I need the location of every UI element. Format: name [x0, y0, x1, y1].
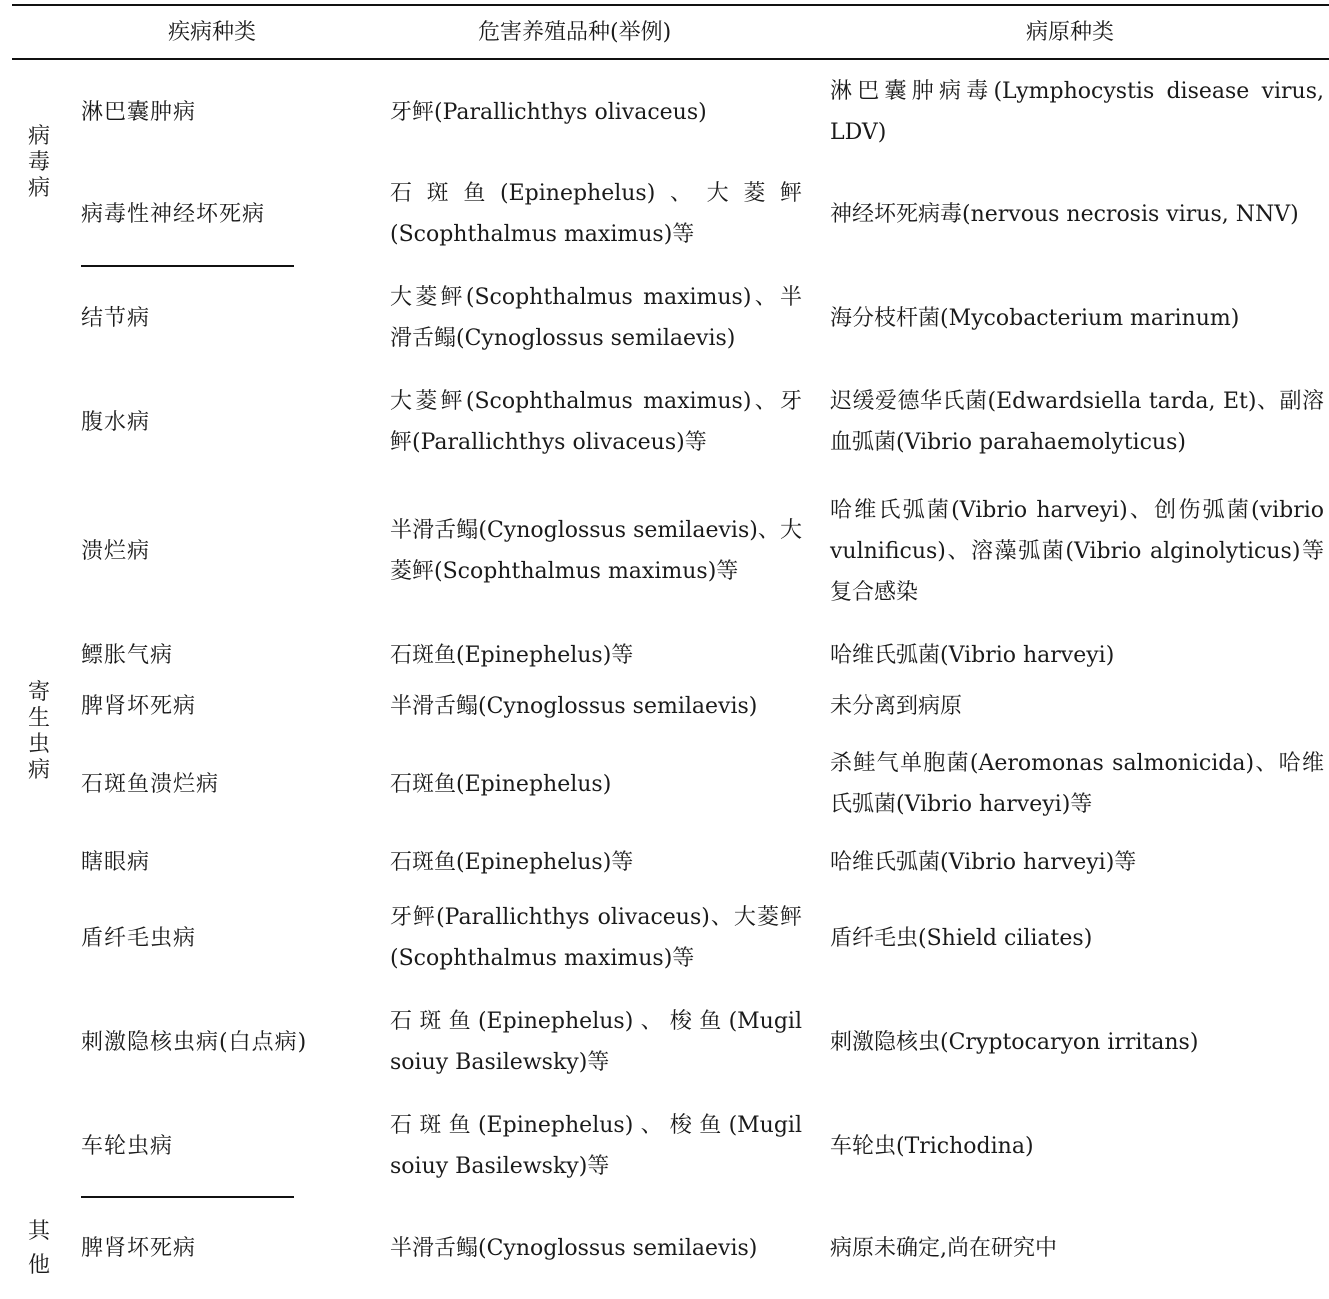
host-species: 石斑鱼(Epinephelus)、梭鱼(Mugil soiuy Basilewsky)等	[390, 1113, 802, 1179]
host-species: 半滑舌鳎(Cynoglossus semilaevis)、大菱鲆(Scophthalmus maximus)等	[390, 518, 802, 584]
pathogen: 淋巴囊肿病毒(Lymphocystis disease virus, LDV)	[830, 79, 1324, 145]
disease-name: 溃烂病	[81, 538, 151, 564]
disease-name: 脾肾坏死病	[81, 1236, 197, 1261]
pathogen: 哈维氏弧菌(Vibrio harveyi)	[830, 642, 1115, 668]
table-row	[0, 886, 1329, 990]
pathogen: 杀鲑气单胞菌(Aeromonas salmonicida)、哈维氏弧菌(Vibrio harveyi)等	[830, 751, 1324, 817]
pathogen: 盾纤毛虫(Shield ciliates)	[830, 925, 1093, 951]
disease-name: 腹水病	[81, 409, 151, 435]
table-row	[0, 730, 1329, 838]
table-row	[0, 1094, 1329, 1198]
disease-name: 淋巴囊肿病	[81, 99, 197, 125]
pathogen: 未分离到病原	[830, 693, 963, 719]
host-species: 石斑鱼(Epinephelus)、梭鱼(Mugil soiuy Basilewsky)等	[390, 1009, 802, 1075]
group-label-other: 其他	[27, 1219, 50, 1278]
top-rule	[12, 4, 1329, 6]
table-row	[0, 162, 1329, 266]
pathogen: 神经坏死病毒(nervous necrosis virus, NNV)	[830, 201, 1299, 227]
host-species: 石斑鱼(Epinephelus)、大菱鲆(Scophthalmus maximus)等	[390, 181, 802, 247]
disease-name: 车轮虫病	[81, 1133, 174, 1159]
host-species: 石斑鱼(Epinephelus)等	[390, 849, 634, 875]
pathogen: 海分枝杆菌(Mycobacterium marinum)	[830, 305, 1240, 331]
header-host: 危害养殖品种(举例)	[478, 20, 672, 45]
pathogen: 哈维氏弧菌(Vibrio harveyi)、创伤弧菌(vibrio vulnificus)、溶藻弧菌(Vibrio alginolyticus)等复合感染	[830, 497, 1324, 605]
host-species: 半滑舌鳎(Cynoglossus semilaevis)	[390, 693, 758, 719]
pathogen: 刺激隐核虫(Cryptocaryon irritans)	[830, 1029, 1199, 1055]
disease-name: 结节病	[81, 305, 151, 331]
host-species: 牙鲆(Parallichthys olivaceus)	[390, 99, 707, 125]
disease-name: 盾纤毛虫病	[81, 925, 197, 951]
host-species: 半滑舌鳎(Cynoglossus semilaevis)	[390, 1236, 758, 1261]
disease-name: 瞎眼病	[81, 849, 151, 875]
disease-name: 脾肾坏死病	[81, 693, 197, 719]
group-label-parasitic: 寄生虫病	[27, 680, 50, 783]
pathogen: 迟缓爱德华氏菌(Edwardsiella tarda, Et)、副溶血弧菌(Vibrio parahaemolyticus)	[830, 389, 1324, 455]
host-species: 石斑鱼(Epinephelus)等	[390, 642, 634, 668]
table-row	[0, 682, 1329, 730]
host-species: 石斑鱼(Epinephelus)	[390, 771, 612, 797]
disease-name: 石斑鱼溃烂病	[81, 771, 220, 797]
disease-name: 鳔胀气病	[81, 642, 174, 668]
pathogen: 病原未确定,尚在研究中	[830, 1236, 1057, 1261]
disease-name: 刺激隐核虫病(白点病)	[81, 1029, 308, 1055]
header-rule	[12, 58, 1329, 60]
host-species: 大菱鲆(Scophthalmus maximus)、牙鲆(Parallichthys olivaceus)等	[390, 389, 802, 455]
pathogen: 车轮虫(Trichodina)	[830, 1133, 1034, 1159]
table-row	[0, 62, 1329, 162]
table-row	[0, 266, 1329, 370]
group-label-viral: 病毒病	[27, 124, 50, 201]
table-row	[0, 474, 1329, 628]
host-species: 大菱鲆(Scophthalmus maximus)、半滑舌鳎(Cynoglossus semilaevis)	[390, 285, 802, 351]
disease-name: 病毒性神经坏死病	[81, 201, 266, 227]
host-species: 牙鲆(Parallichthys olivaceus)、大菱鲆(Scophthalmus maximus)等	[390, 905, 802, 971]
header-disease: 疾病种类	[168, 20, 257, 45]
table-row	[0, 990, 1329, 1094]
table-row	[0, 628, 1329, 682]
table-row	[0, 370, 1329, 474]
pathogen: 哈维氏弧菌(Vibrio harveyi)等	[830, 849, 1137, 875]
table-row	[0, 838, 1329, 886]
table-row	[0, 1198, 1329, 1299]
header-pathogen: 病原种类	[1026, 20, 1115, 45]
